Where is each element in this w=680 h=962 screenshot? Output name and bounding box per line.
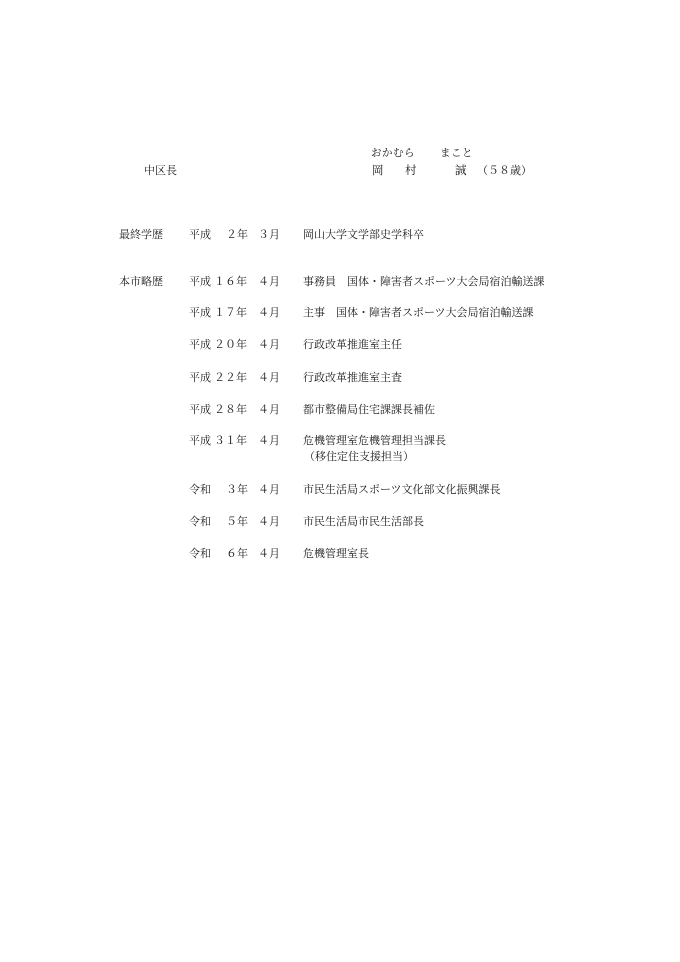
- education-era: 平成: [189, 228, 211, 241]
- career-desc: 市民生活局市民生活部長: [303, 515, 424, 528]
- career-era: 平成: [189, 403, 211, 416]
- career-era: 平成: [189, 434, 211, 447]
- career-desc: 市民生活局スポーツ文化部文化振興課長: [303, 483, 501, 496]
- career-era: 平成: [189, 306, 211, 319]
- career-month: ４月: [258, 338, 280, 351]
- career-desc: 主事 国体・障害者スポーツ大会局宿泊輸送課: [303, 306, 534, 319]
- career-era: 令和: [189, 483, 211, 496]
- career-desc: 危機管理室危機管理担当課長: [303, 434, 446, 447]
- career-year: ６年: [226, 547, 248, 560]
- career-era: 令和: [189, 547, 211, 560]
- name-family-2: 村: [405, 163, 417, 177]
- career-year: １６年: [214, 275, 247, 288]
- career-year: ２２年: [214, 371, 247, 384]
- career-desc: 事務員 国体・障害者スポーツ大会局宿泊輸送課: [303, 275, 545, 288]
- career-month: ４月: [258, 434, 280, 447]
- career-era: 平成: [189, 371, 211, 384]
- career-desc: 行政改革推進室主任: [303, 338, 402, 351]
- furigana-family: おかむら: [371, 147, 415, 159]
- career-year: ３１年: [214, 434, 247, 447]
- career-month: ４月: [258, 403, 280, 416]
- career-desc: 行政改革推進室主査: [303, 371, 402, 384]
- career-month: ４月: [258, 547, 280, 560]
- career-month: ４月: [258, 371, 280, 384]
- name-family-1: 岡: [372, 163, 384, 177]
- career-month: ４月: [258, 275, 280, 288]
- education-desc: 岡山大学文学部史学科卒: [303, 228, 424, 241]
- education-label: 最終学歴: [119, 228, 163, 241]
- career-era: 令和: [189, 515, 211, 528]
- career-desc: 危機管理室長: [303, 547, 369, 560]
- education-month: ３月: [258, 228, 280, 241]
- career-year: １７年: [214, 306, 247, 319]
- name-given: 誠: [455, 163, 467, 177]
- career-year: ５年: [226, 515, 248, 528]
- career-year: ２８年: [214, 403, 247, 416]
- furigana-given: まこと: [440, 147, 473, 159]
- position-title: 中区長: [144, 164, 177, 177]
- age: （５８歳）: [477, 164, 532, 177]
- career-year: ２０年: [214, 338, 247, 351]
- career-month: ４月: [258, 306, 280, 319]
- career-era: 平成: [189, 338, 211, 351]
- career-label: 本市略歴: [119, 275, 163, 288]
- career-month: ４月: [258, 515, 280, 528]
- career-month: ４月: [258, 483, 280, 496]
- career-era: 平成: [189, 275, 211, 288]
- education-year: ２年: [226, 228, 248, 241]
- career-year: ３年: [226, 483, 248, 496]
- career-desc-note: （移住定住支援担当）: [304, 450, 414, 463]
- career-desc: 都市整備局住宅課課長補佐: [303, 403, 435, 416]
